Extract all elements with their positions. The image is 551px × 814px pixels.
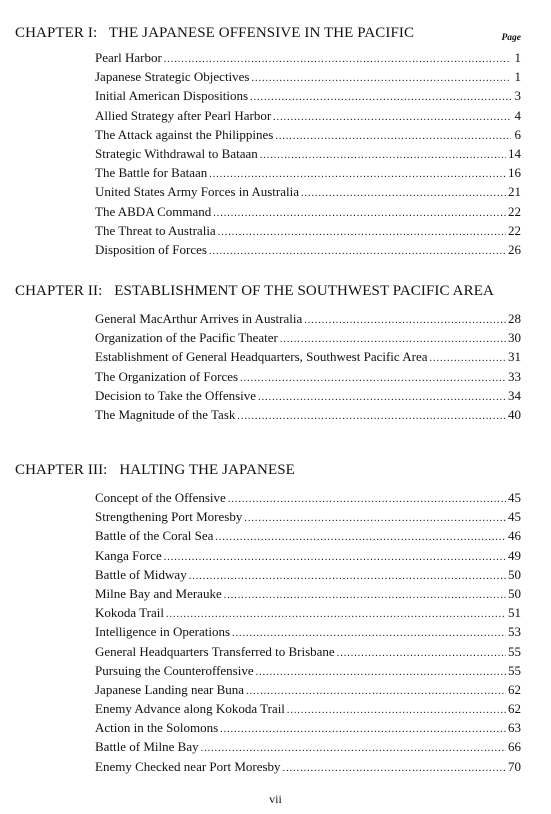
chapter-title: HALTING THE JAPANESE bbox=[119, 462, 295, 478]
toc-entry-title: Action in the Solomons bbox=[95, 720, 219, 736]
toc-entry bbox=[95, 526, 521, 545]
dot-leader bbox=[275, 127, 511, 146]
dot-leader bbox=[250, 88, 511, 107]
toc-entry-title: Initial American Dispositions bbox=[95, 88, 249, 104]
chapter-number: CHAPTER III: bbox=[15, 462, 108, 478]
toc-entry bbox=[95, 584, 521, 603]
dot-leader bbox=[260, 146, 506, 165]
chapter-3 bbox=[15, 461, 521, 776]
toc-entry-page: 14 bbox=[508, 145, 521, 161]
toc-entry-title: The Magnitude of the Task bbox=[95, 406, 236, 422]
toc-entry bbox=[95, 488, 521, 507]
chapter-heading bbox=[15, 282, 551, 301]
toc-entry-title: Enemy Advance along Kokoda Trail bbox=[95, 701, 285, 717]
toc-entry-page: 31 bbox=[508, 349, 521, 365]
chapter-entries bbox=[95, 48, 521, 259]
toc-entry-title: General Headquarters Transferred to Brisbane bbox=[95, 643, 335, 659]
toc-entry-page: 66 bbox=[508, 739, 521, 755]
dot-leader bbox=[209, 242, 506, 261]
dot-leader bbox=[189, 567, 506, 586]
toc-entry-page: 3 bbox=[514, 88, 521, 104]
toc-entry bbox=[95, 680, 521, 699]
dot-leader bbox=[220, 720, 506, 739]
toc-entry-title: Milne Bay and Merauke bbox=[95, 585, 222, 601]
toc-entry bbox=[95, 67, 521, 86]
chapter-entries bbox=[95, 309, 521, 424]
toc-entry-title: The Threat to Australia bbox=[95, 222, 216, 238]
toc-entry-page: 33 bbox=[508, 368, 521, 384]
toc-entry bbox=[95, 507, 521, 526]
toc-entry-page: 62 bbox=[508, 701, 521, 717]
toc-entry-page: 45 bbox=[508, 509, 521, 525]
toc-entry-title: The Battle for Bataan bbox=[95, 165, 208, 181]
toc-entry bbox=[95, 163, 521, 182]
toc-entry-page: 55 bbox=[508, 662, 521, 678]
toc-entry bbox=[95, 347, 521, 366]
toc-entry-title: The Organization of Forces bbox=[95, 368, 239, 384]
toc-entry-title: Pearl Harbor bbox=[95, 50, 162, 65]
toc-entry bbox=[95, 240, 521, 259]
toc-entry bbox=[95, 328, 521, 347]
toc-entry bbox=[95, 565, 521, 584]
toc-entry bbox=[95, 642, 521, 661]
toc-entry-title: Organization of the Pacific Theater bbox=[95, 330, 278, 346]
dot-leader bbox=[283, 759, 506, 778]
dot-leader bbox=[258, 388, 506, 407]
toc-entry bbox=[95, 182, 521, 201]
chapter-heading bbox=[15, 461, 521, 480]
chapter-entries bbox=[95, 488, 521, 776]
toc-entry-title: The ABDA Command bbox=[95, 203, 212, 219]
toc-entry-title: Strengthening Port Moresby bbox=[95, 509, 243, 525]
toc-entry-page: 53 bbox=[508, 624, 521, 640]
toc-entry-page: 22 bbox=[508, 203, 521, 219]
dot-leader bbox=[213, 204, 506, 223]
toc-entry bbox=[95, 367, 521, 386]
toc-entry-page: 50 bbox=[508, 566, 521, 582]
toc-entry-page: 51 bbox=[508, 605, 521, 621]
toc-entry-title: Allied Strategy after Pearl Harbor bbox=[95, 107, 272, 123]
chapter-number: CHAPTER II: bbox=[15, 283, 103, 299]
chapter-2 bbox=[15, 282, 521, 424]
toc-entry-page: 50 bbox=[508, 585, 521, 601]
toc-entry-title: Kokoda Trail bbox=[95, 605, 164, 621]
toc-entry-page: 1 bbox=[514, 50, 521, 65]
dot-leader bbox=[337, 644, 506, 663]
toc-entry-title: Enemy Checked near Port Moresby bbox=[95, 758, 281, 774]
toc-entry-page: 45 bbox=[508, 490, 521, 505]
dot-leader bbox=[228, 490, 506, 509]
chapter-title: THE JAPANESE OFFENSIVE IN THE PACIFIC bbox=[108, 25, 415, 41]
toc-entry bbox=[95, 718, 521, 737]
toc-entry-title: Strategic Withdrawal to Bataan bbox=[95, 145, 258, 161]
toc-entry-title: The Attack against the Philippines bbox=[95, 126, 274, 142]
dot-leader bbox=[287, 701, 506, 720]
toc-entry bbox=[95, 603, 521, 622]
toc-entry-page: 6 bbox=[514, 126, 521, 142]
dot-leader bbox=[218, 223, 506, 242]
chapter-heading bbox=[15, 24, 521, 43]
toc-entry-title: Japanese Landing near Buna bbox=[95, 681, 245, 697]
toc-entry-page: 21 bbox=[508, 184, 521, 200]
toc-entry-page: 46 bbox=[508, 528, 521, 544]
toc-entry-title: Battle of Midway bbox=[95, 566, 187, 582]
toc-entry-page: 4 bbox=[514, 107, 521, 123]
dot-leader bbox=[273, 108, 511, 127]
dot-leader bbox=[252, 69, 512, 88]
toc-entry bbox=[95, 546, 521, 565]
chapter-number: CHAPTER I: bbox=[15, 25, 98, 41]
chapter-1 bbox=[15, 24, 521, 259]
toc-entry-page: 34 bbox=[508, 387, 521, 403]
dot-leader bbox=[164, 548, 506, 567]
toc-entry-title: Decision to Take the Offensive bbox=[95, 387, 257, 403]
toc-entry-page: 30 bbox=[508, 330, 521, 346]
toc-entry bbox=[95, 699, 521, 718]
toc-entry-page: 49 bbox=[508, 547, 521, 563]
toc-entry-title: Pursuing the Counteroffensive bbox=[95, 662, 254, 678]
dot-leader bbox=[256, 663, 506, 682]
toc-entry-page: 26 bbox=[508, 241, 521, 257]
toc-entry bbox=[95, 386, 521, 405]
toc-entry bbox=[95, 405, 521, 424]
dot-leader bbox=[215, 528, 506, 547]
dot-leader bbox=[301, 184, 506, 203]
toc-entry-page: 22 bbox=[508, 222, 521, 238]
toc-entry bbox=[95, 221, 521, 240]
toc-entry bbox=[95, 309, 521, 328]
toc-entry bbox=[95, 48, 521, 67]
dot-leader bbox=[304, 311, 506, 330]
toc-entry-title: General MacArthur Arrives in Australia bbox=[95, 311, 303, 326]
toc-entry-title: Battle of the Coral Sea bbox=[95, 528, 214, 544]
toc-entry bbox=[95, 661, 521, 680]
dot-leader bbox=[224, 586, 506, 605]
page-folio: vii bbox=[269, 792, 282, 806]
toc-entry-title: Intelligence in Operations bbox=[95, 624, 231, 640]
toc-entry bbox=[95, 125, 521, 144]
toc-entry bbox=[95, 106, 521, 125]
dot-leader bbox=[244, 509, 506, 528]
toc-entry bbox=[95, 622, 521, 641]
toc-entry-page: 28 bbox=[508, 311, 521, 326]
toc-entry-page: 63 bbox=[508, 720, 521, 736]
toc-entry-title: Establishment of General Headquarters, Southwest Pacific Area bbox=[95, 349, 428, 365]
dot-leader bbox=[240, 369, 506, 388]
toc-entry bbox=[95, 144, 521, 163]
toc-entry-title: Kanga Force bbox=[95, 547, 162, 563]
toc-entry-title: Japanese Strategic Objectives bbox=[95, 69, 250, 85]
toc-entry-title: Disposition of Forces bbox=[95, 241, 207, 257]
toc-entry-title: Concept of the Offensive bbox=[95, 490, 226, 505]
toc-entry bbox=[95, 757, 521, 776]
toc-entry-title: Battle of Milne Bay bbox=[95, 739, 199, 755]
toc-entry-page: 55 bbox=[508, 643, 521, 659]
toc-entry bbox=[95, 86, 521, 105]
toc-entry-page: 1 bbox=[514, 69, 521, 85]
toc-entry-page: 16 bbox=[508, 165, 521, 181]
toc-entry-page: 70 bbox=[508, 758, 521, 774]
dot-leader bbox=[237, 407, 506, 426]
toc-entry-title: United States Army Forces in Australia bbox=[95, 184, 300, 200]
page-column-label: Page bbox=[501, 33, 521, 43]
chapter-title: ESTABLISHMENT OF THE SOUTHWEST PACIFIC AREA bbox=[114, 283, 494, 299]
dot-leader bbox=[429, 349, 506, 368]
toc-entry-page: 62 bbox=[508, 681, 521, 697]
dot-leader bbox=[246, 682, 506, 701]
toc-entry bbox=[95, 202, 521, 221]
toc-entry-page: 40 bbox=[508, 406, 521, 422]
toc-entry bbox=[95, 737, 521, 756]
